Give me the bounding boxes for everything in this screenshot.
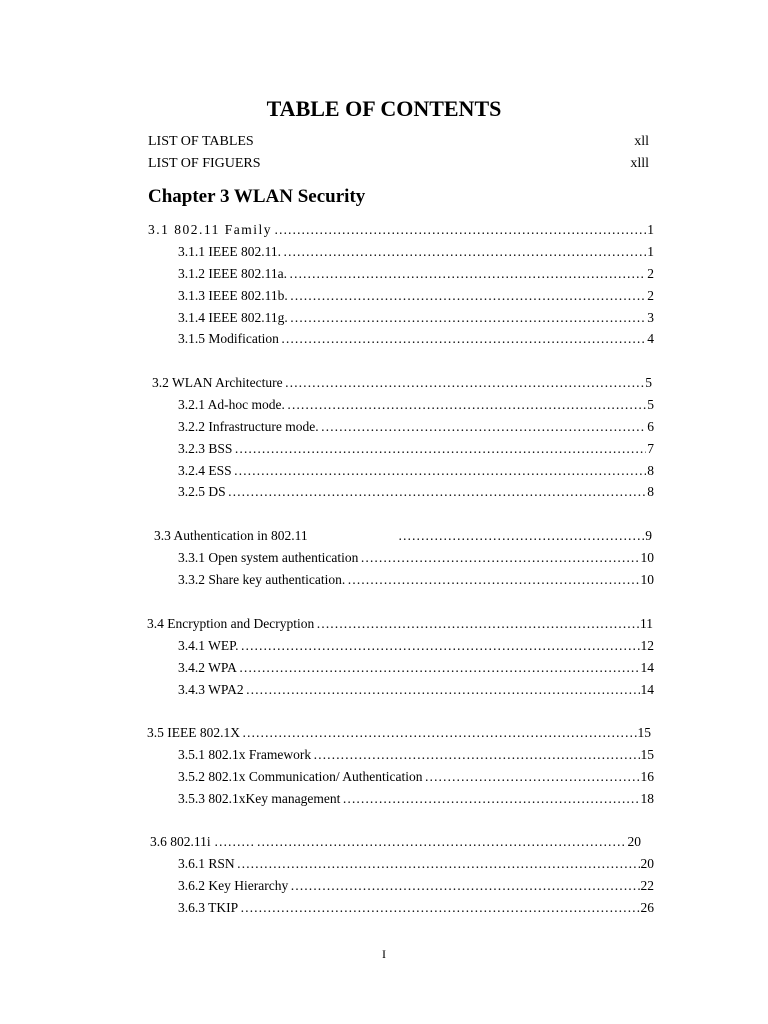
toc-entry-label: 3.2 WLAN Architecture xyxy=(152,375,283,390)
dot-leader xyxy=(287,396,646,414)
toc-entry-label: 3.1.5 Modification xyxy=(178,331,279,346)
page-title: TABLE OF CONTENTS xyxy=(266,96,502,121)
toc-entry-label: 3.1.4 IEEE 802.11g. xyxy=(178,310,288,325)
toc-section-entry xyxy=(147,724,651,742)
dot-leader xyxy=(321,418,647,436)
dot-leader xyxy=(237,855,640,873)
dot-leader xyxy=(424,768,639,786)
toc-entry-page: 14 xyxy=(640,660,654,675)
toc-entry-page: 5 xyxy=(645,375,652,390)
toc-section-entry xyxy=(148,221,654,239)
toc-entry-label: 3.3 Authentication in 802.11 xyxy=(154,528,308,543)
toc-entry-page: 20 xyxy=(627,834,641,849)
dot-leader xyxy=(290,287,647,305)
toc-subsection-entry xyxy=(178,243,654,261)
toc-subsection-entry xyxy=(178,899,654,917)
dot-leader xyxy=(234,440,646,458)
toc-subsection-entry xyxy=(178,287,654,305)
dot-leader xyxy=(274,221,646,239)
toc-section-entry xyxy=(152,374,652,392)
toc-entry-label: 3.6.2 Key Hierarchy xyxy=(178,878,289,893)
dot-leader xyxy=(290,877,639,895)
dot-leader xyxy=(290,309,647,327)
toc-entry-page: 16 xyxy=(640,769,654,784)
toc-entry-page: 18 xyxy=(640,791,654,806)
toc-front-item xyxy=(148,155,649,173)
dot-leader xyxy=(313,746,639,764)
toc-entry-label: 3.6 802.11i ……… xyxy=(150,834,255,849)
toc-entry-label: 3.2.4 ESS xyxy=(178,463,232,478)
dot-leader xyxy=(316,615,639,633)
toc-subsection-entry xyxy=(178,549,654,567)
toc-entry-page: 6 xyxy=(647,419,654,434)
toc-subsection-entry xyxy=(178,462,654,480)
toc-entry-page: 2 xyxy=(647,288,654,303)
toc-subsection-entry xyxy=(178,746,654,764)
dot-leader xyxy=(242,724,637,742)
toc-subsection-entry xyxy=(178,330,654,348)
dot-leader xyxy=(289,265,646,283)
toc-entry-label: 3.1.2 IEEE 802.11a. xyxy=(178,266,287,281)
toc-front-label: LIST OF TABLES xyxy=(148,134,254,149)
dot-leader xyxy=(246,681,640,699)
toc-subsection-entry xyxy=(178,855,654,873)
toc-entry-label: 3.4.2 WPA xyxy=(178,660,237,675)
toc-entry-page: 8 xyxy=(647,484,654,499)
toc-subsection-entry xyxy=(178,790,654,808)
chapter-heading: Chapter 3 WLAN Security xyxy=(148,186,366,207)
toc-subsection-entry xyxy=(178,659,654,677)
toc-entry-page: 9 xyxy=(645,528,652,543)
dot-leader xyxy=(342,790,639,808)
toc-entry-page: 10 xyxy=(640,550,654,565)
toc-entry-label: 3.3.2 Share key authentication. xyxy=(178,572,346,587)
dot-leader xyxy=(228,483,647,501)
toc-front-page: xll xyxy=(634,134,649,149)
toc-entry-page: 20 xyxy=(640,856,654,871)
toc-subsection-entry xyxy=(178,309,654,327)
toc-section-entry xyxy=(147,615,653,633)
toc-entry-page: 10 xyxy=(640,572,654,587)
toc-subsection-entry xyxy=(178,440,654,458)
toc-entry-label: 3.1.3 IEEE 802.11b. xyxy=(178,288,288,303)
toc-entry-label: 3.2.2 Infrastructure mode. xyxy=(178,419,319,434)
dot-leader xyxy=(360,549,639,567)
toc-subsection-entry xyxy=(178,265,654,283)
toc-entry-page: 22 xyxy=(640,878,654,893)
toc-entry-label: 3.4.1 WEP. xyxy=(178,638,239,653)
toc-entry-page: 14 xyxy=(640,682,654,697)
toc-entry-page: 2 xyxy=(647,266,654,281)
toc-entry-label: 3.2.5 DS xyxy=(178,484,226,499)
toc-subsection-entry xyxy=(178,571,654,589)
toc-entry-label: 3.6.1 RSN xyxy=(178,856,235,871)
toc-subsection-entry xyxy=(178,637,654,655)
toc-entry-label: 3.4.3 WPA2 xyxy=(178,682,244,697)
dot-leader xyxy=(241,637,640,655)
toc-subsection-entry xyxy=(178,483,654,501)
dot-leader xyxy=(240,899,639,917)
toc-entry-page: 7 xyxy=(647,441,654,456)
page-number: I xyxy=(382,947,386,961)
toc-section-entry xyxy=(150,833,641,851)
toc-entry-page: 1 xyxy=(647,222,654,237)
toc-entry-page: 4 xyxy=(647,331,654,346)
toc-entry-label: 3.4 Encryption and Decryption xyxy=(147,616,315,631)
toc-entry-label: 3.3.1 Open system authentication xyxy=(178,550,359,565)
toc-entry-label: 3.5.3 802.1xKey management xyxy=(178,791,341,806)
toc-entry-label: 3.1.1 IEEE 802.11. xyxy=(178,244,281,259)
toc-entry-page: 26 xyxy=(640,900,654,915)
toc-entry-label: 3.1 802.11 Family xyxy=(148,222,273,237)
dot-leader xyxy=(234,462,647,480)
toc-subsection-entry xyxy=(178,396,654,414)
toc-subsection-entry xyxy=(178,681,654,699)
toc-entry-label: 3.5.1 802.1x Framework xyxy=(178,747,312,762)
toc-entry-page: 12 xyxy=(640,638,654,653)
toc-subsection-entry xyxy=(178,418,654,436)
toc-entry-page: 1 xyxy=(647,244,654,259)
toc-subsection-entry xyxy=(178,768,654,786)
toc-front-label: LIST OF FIGUERS xyxy=(148,156,261,171)
toc-entry-page: 11 xyxy=(640,616,653,631)
toc-entry-page: 15 xyxy=(637,725,651,740)
dot-leader xyxy=(281,330,646,348)
dot-leader xyxy=(257,833,627,851)
dot-leader xyxy=(239,659,640,677)
toc-entry-page: 15 xyxy=(640,747,654,762)
toc-entry-page: 5 xyxy=(647,397,654,412)
toc-entry-page: 8 xyxy=(647,463,654,478)
toc-entry-label: 3.2.3 BSS xyxy=(178,441,233,456)
dot-leader xyxy=(347,571,639,589)
dot-leader xyxy=(283,243,646,261)
toc-entry-label: 3.2.1 Ad-hoc mode. xyxy=(178,397,285,412)
toc-front-page: xlll xyxy=(630,156,649,171)
toc-entry-page: 3 xyxy=(647,310,654,325)
toc-section-entry xyxy=(154,527,652,545)
toc-entry-label: 3.5 IEEE 802.1X xyxy=(147,725,240,740)
dot-leader xyxy=(398,527,644,545)
toc-front-item xyxy=(148,133,649,151)
toc-subsection-entry xyxy=(178,877,654,895)
toc-entry-label: 3.6.3 TKIP xyxy=(178,900,239,915)
toc-entry-label: 3.5.2 802.1x Communication/ Authentication xyxy=(178,769,423,784)
dot-leader xyxy=(285,374,645,392)
